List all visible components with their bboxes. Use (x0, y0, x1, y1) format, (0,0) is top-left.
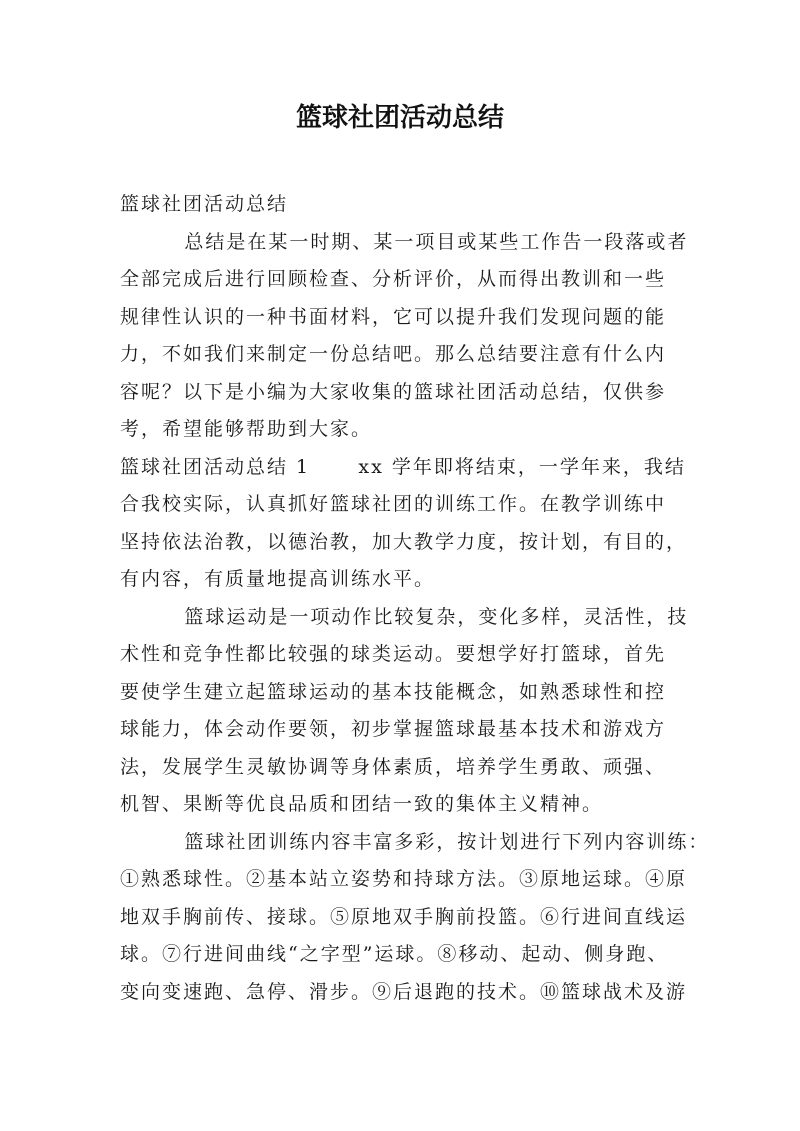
body-line: 术性和竞争性都比较强的球类运动。要想学好打篮球，首先 (120, 643, 667, 665)
body-line: 力，不如我们来制定一份总结吧。那么总结要注意有什么内 (120, 343, 667, 365)
body-line: 容呢？以下是小编为大家收集的篮球社团活动总结，仅供参 (120, 380, 667, 403)
body-line: 总结是在某一时期、某一项目或某些工作告一段落或者 (120, 230, 689, 253)
body-line: 坚持依法治教，以德治教，加大教学力度，按计划，有目的， (120, 530, 688, 553)
body-line: 球。⑦行进间曲线“之字型”运球。⑧移动、起动、侧身跑、 (120, 943, 669, 965)
body-line: ①熟悉球性。②基本站立姿势和持球方法。③原地运球。④原 (120, 868, 688, 890)
document-body (120, 186, 710, 1011)
body-line: 篮球社团训练内容丰富多彩，按计划进行下列内容训练： (120, 830, 710, 853)
body-line: 机智、果断等优良品质和团结一致的集体主义精神。 (120, 793, 604, 815)
body-line: 要使学生建立起篮球运动的基本技能概念，如熟悉球性和控 (120, 680, 667, 703)
body-line: 球能力，体会动作要领，初步掌握篮球最基本技术和游戏方 (120, 718, 667, 740)
body-line: 规律性认识的一种书面材料，它可以提升我们发现问题的能 (120, 305, 667, 328)
body-line: 考，希望能够帮助到大家。 (120, 418, 373, 440)
body-line: 有内容，有质量地提高训练水平。 (120, 568, 436, 590)
body-line: 变向变速跑、急停、滑步。⑨后退跑的技术。⑩篮球战术及游 (120, 980, 688, 1003)
body-line: 合我校实际，认真抓好篮球社团的训练工作。在教学训练中 (120, 493, 667, 515)
body-line: 全部完成后进行回顾检查、分析评价，从而得出教训和一些 (120, 268, 667, 290)
body-line: 篮球社团活动总结 (120, 193, 289, 215)
body-line: 法，发展学生灵敏协调等身体素质，培养学生勇敢、顽强、 (120, 755, 667, 778)
body-line: 地双手胸前传、接球。⑤原地双手胸前投篮。⑥行进间直线运 (120, 905, 688, 928)
body-line: 篮球运动是一项动作比较复杂，变化多样，灵活性，技 (120, 605, 689, 628)
body-line: 篮球社团活动总结 1 xx 学年即将结束，一学年来，我结 (120, 455, 686, 478)
document-title: 篮球社团活动总结 (295, 103, 504, 133)
